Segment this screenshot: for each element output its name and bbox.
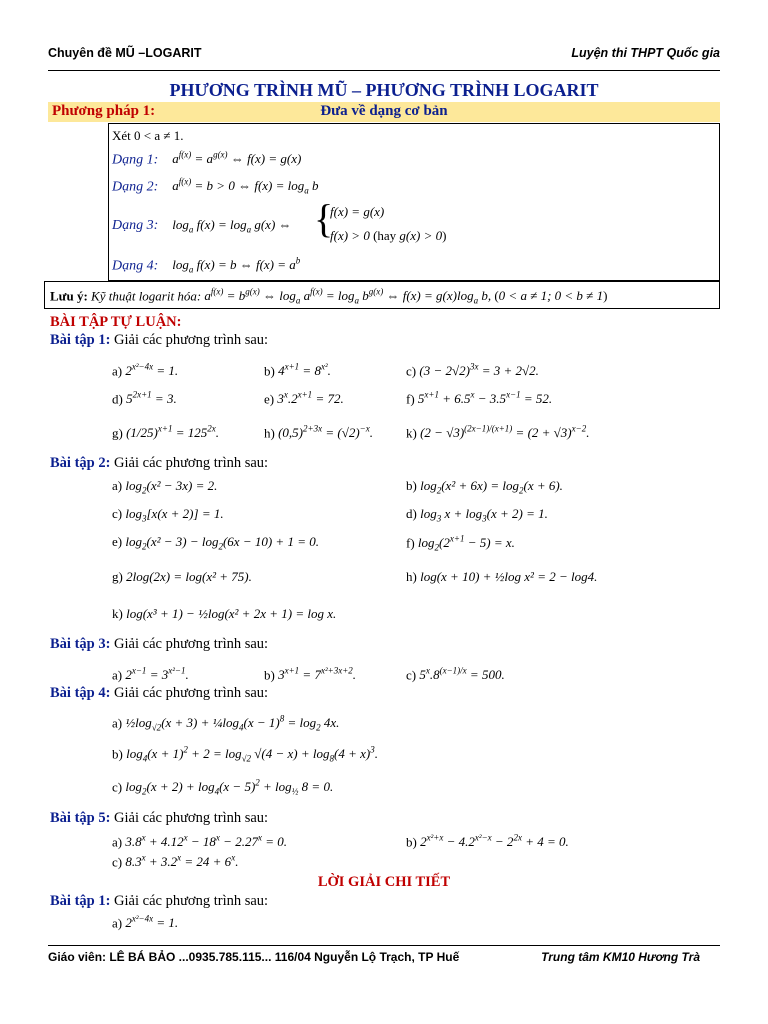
form-1 <box>112 150 301 168</box>
ex1-h: h) $(0,5)^{2+3x} = (√2)^{-x}$. <box>264 424 373 441</box>
ex5-c: c) $8.3^x + 3.2^x = 24 + 6^x$. <box>112 853 239 870</box>
exercise-4-title: Bài tập 4: Giải các phương trình sau: <box>50 685 269 701</box>
exercise-1-title: Bài tập 1: Giải các phương trình sau: <box>50 332 269 348</box>
theory-intro: Xét 0 < a ≠ 1. <box>112 128 184 143</box>
exercise-3-title: Bài tập 3: Giải các phương trình sau: <box>50 636 269 652</box>
ex1-e: e) $3^x.2^{x+1} = 72$. <box>264 390 344 407</box>
solution-1-a: a) $2^{x^2-4x} = 1$. <box>112 914 179 931</box>
method-name: Đưa về dạng cơ bản <box>320 103 448 119</box>
exercises-heading: BÀI TẬP TỰ LUẬN: <box>50 314 182 330</box>
exercise-5-title: Bài tập 5: Giải các phương trình sau: <box>50 810 269 826</box>
ex4-c: c) $\log_2(x + 2) + \log_4(x - 5)^2 + \log_{\frac{1}{2}} 8 = 0$. <box>112 778 334 797</box>
form-formula: $a^{f(x)} = b > 0$ ⇔ $f(x) = \log_a b$ <box>172 177 319 196</box>
form-label: Dạng 4: <box>112 258 159 274</box>
header-right: Luyện thi THPT Quốc gia <box>571 46 720 60</box>
ex3-a: a) $2^{x-1} = 3^{x^2-1}$. <box>112 666 189 683</box>
note-formula: $a^{f(x)} = b^{g(x)}$ ⇔ $\log_a a^{f(x)} = \log_a b^{g(x)}$ ⇔ $f(x) = g(x)\log_a$ b, (0 < a ≠ 1; 0 < b ≠ 1) <box>204 287 608 306</box>
ex3-c: c) $5^x.8^{(x-1)/x} = 500$. <box>406 666 505 683</box>
form-formula: $\log_a f(x) = \log_a g(x)$ ⇔ <box>172 217 292 235</box>
ex2-k: k) log(x³ + 1) − ½log(x² + 2x + 1) = log x. <box>112 606 337 621</box>
form-formula: $a^{f(x)} = a^{g(x)}$ ⇔ f(x) = g(x) <box>172 150 302 167</box>
ex2-c: c) $\log_3[x(x + 2)] = 1$. <box>112 506 224 524</box>
ex1-g: g) $(1/25)^{x+1} = 125^{2x}$. <box>112 424 219 441</box>
form-label: Dạng 3: <box>112 218 159 233</box>
ex5-a: a) $3.8^x + 4.12^x - 18^x - 2.27^x = 0$. <box>112 833 287 850</box>
page-title: PHƯƠNG TRÌNH MŨ – PHƯƠNG TRÌNH LOGARIT <box>169 80 599 100</box>
ex1-d: d) $5^{2x+1} = 3$. <box>112 390 177 407</box>
ex1-a: a) $2^{x^2-4x} = 1$. <box>112 362 179 379</box>
ex5-b: b) $2^{x^2+x} - 4.2^{x^2-x} - 2^{2x} + 4 = 0$. <box>406 833 569 850</box>
ex3-b: b) $3^{x+1} = 7^{x^2+3x+2}$. <box>264 666 357 683</box>
form-label: Dạng 1: <box>112 152 159 168</box>
form-4 <box>112 256 300 275</box>
ex2-b: b) $\log_2(x^2 + 6x) = \log_2(x + 6)$. <box>406 478 563 496</box>
ex2-f: f) $\log_2(2^{x+1} - 5) = x$. <box>406 534 515 553</box>
ex1-k: k) $(2 - √3)^{(2x-1)/(x+1)} = (2 + √3)^{x-2}$. <box>406 424 590 441</box>
header-rule <box>48 70 720 71</box>
ex4-a: a) $\frac{1}{2}\log_{√2}(x + 3)$ + $\frac{1}{4}\log_4(x - 1)^8 = \log_2 4x$. <box>112 714 340 733</box>
solution-1-title: Bài tập 1: Giải các phương trình sau: <box>50 893 269 909</box>
ex2-e: e) $\log_2(x^2 - 3) - \log_2(6x - 10) + 1 = 0$. <box>112 534 319 552</box>
ex1-f: f) $5^{x+1} + 6.5^x - 3.5^{x-1} = 52$. <box>406 390 553 407</box>
form-3 <box>112 216 292 235</box>
exercise-2-title: Bài tập 2: Giải các phương trình sau: <box>50 455 269 471</box>
system-brace: { <box>314 196 334 241</box>
ex2-d: d) $\log_3 x + \log_3(x + 2) = 1$. <box>406 506 548 524</box>
note-text: Kỹ thuật logarit hóa: <box>91 288 202 304</box>
form-label: Dạng 2: <box>112 179 159 195</box>
method-label: Phương pháp 1: <box>52 103 156 119</box>
note-label: Lưu ý: <box>50 288 88 304</box>
system-line-1: f(x) = g(x) <box>330 204 385 219</box>
note <box>50 287 607 306</box>
form-formula: $\log_a f(x) = b$ ⇔ $f(x) = a^b$ <box>172 256 301 275</box>
ex2-h: h) log(x + 10) + ½log x² = 2 − log4. <box>406 569 598 584</box>
ex1-c: c) $(3 - 2√2)^{3x} = 3 + 2√2$. <box>406 362 539 379</box>
ex2-a: a) $\log_2(x^2 - 3x) = 2$. <box>112 478 218 496</box>
system-line-2: f(x) > 0 (hay g(x) > 0) <box>330 228 447 243</box>
footer-left: Giáo viên: LÊ BÁ BẢO ...0935.785.115... 116/04 Nguyễn Lộ Trạch, TP Huế <box>48 950 460 964</box>
solutions-heading: LỜI GIẢI CHI TIẾT <box>317 874 451 890</box>
form-2 <box>112 177 319 196</box>
header-left: Chuyên đề MŨ –LOGARIT <box>48 46 202 60</box>
ex4-b: b) $\log_4(x + 1)^2 + 2 = \log_{√2} √(4 - x) + \log_8(4 + x)^3$. <box>112 745 378 764</box>
footer-rule <box>48 945 720 946</box>
ex2-g: g) 2log(2x) = log(x² + 75). <box>112 569 252 584</box>
ex1-b: b) $4^{x+1} = 8^{x^2}$. <box>264 362 331 379</box>
footer-right: Trung tâm KM10 Hương Trà <box>541 950 700 964</box>
